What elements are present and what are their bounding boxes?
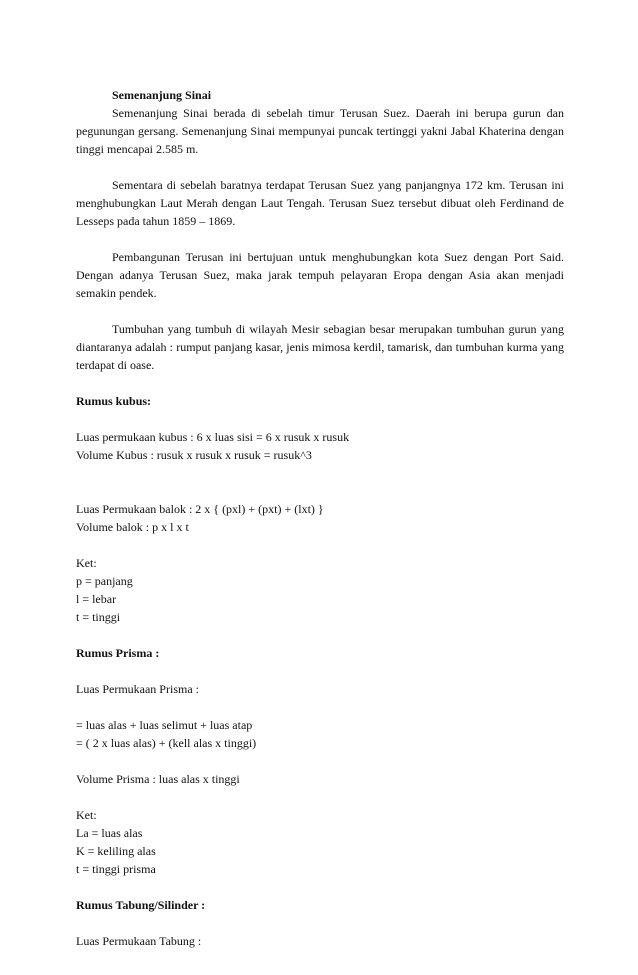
prisma-ket-label: Ket: bbox=[76, 808, 97, 822]
heading-rumus-kubus: Rumus kubus: bbox=[76, 394, 152, 408]
prisma-ket-t: t = tinggi prisma bbox=[76, 862, 156, 876]
prisma-luas-label: Luas Permukaan Prisma : bbox=[76, 682, 199, 696]
kubus-volume-formula: Volume Kubus : rusuk x rusuk x rusuk = rusuk^3 bbox=[76, 448, 312, 462]
prisma-ket-k: K = keliling alas bbox=[76, 844, 156, 858]
balok-ket-t: t = tinggi bbox=[76, 610, 121, 624]
balok-ket-l: l = lebar bbox=[76, 592, 117, 606]
prisma-luas-formula-2: = ( 2 x luas alas) + (kell alas x tinggi) bbox=[76, 736, 257, 750]
document-page bbox=[76, 86, 564, 950]
balok-luas-formula: Luas Permukaan balok : 2 x { (pxl) + (pxt) + (lxt) } bbox=[76, 502, 324, 516]
paragraph-sinai-4: Tumbuhan yang tumbuh di wilayah Mesir sebagian besar merupakan tumbuhan gurun yang diantaranya adalah : rumput panjang kasar, jenis mimosa kerdil, tamarisk, dan tumbuhan kurma yang terdapat di oase. bbox=[76, 322, 564, 372]
prisma-ket-la: La = luas alas bbox=[76, 826, 143, 840]
prisma-volume-formula: Volume Prisma : luas alas x tinggi bbox=[76, 772, 240, 786]
heading-rumus-prisma: Rumus Prisma : bbox=[76, 646, 160, 660]
kubus-luas-formula: Luas permukaan kubus : 6 x luas sisi = 6 x rusuk x rusuk bbox=[76, 430, 350, 444]
balok-ket-p: p = panjang bbox=[76, 574, 133, 588]
balok-ket-label: Ket: bbox=[76, 556, 97, 570]
prisma-luas-formula-1: = luas alas + luas selimut + luas atap bbox=[76, 718, 253, 732]
section-title-sinai: Semenanjung Sinai bbox=[112, 88, 212, 102]
balok-volume-formula: Volume balok : p x l x t bbox=[76, 520, 189, 534]
paragraph-sinai-3: Pembangunan Terusan ini bertujuan untuk menghubungkan kota Suez dengan Port Said. Dengan adanya Terusan Suez, maka jarak tempuh pelayaran Eropa dengan Asia akan menjadi semakin pendek. bbox=[76, 250, 564, 300]
heading-rumus-tabung: Rumus Tabung/Silinder : bbox=[76, 898, 206, 912]
paragraph-sinai-2: Sementara di sebelah baratnya terdapat Terusan Suez yang panjangnya 172 km. Terusan ini menghubungkan Laut Merah dengan Laut Tengah. Terusan Suez tersebut dibuat oleh Ferdinand de Lesseps pada tahun 1859 – 1869. bbox=[76, 178, 564, 228]
paragraph-sinai-1: Semenanjung Sinai berada di sebelah timur Terusan Suez. Daerah ini berupa gurun dan pegunungan gersang. Semenanjung Sinai mempunyai puncak tertinggi yakni Jabal Khaterina dengan tinggi mencapai 2.585 m. bbox=[76, 106, 564, 156]
tabung-luas-label: Luas Permukaan Tabung : bbox=[76, 934, 202, 948]
